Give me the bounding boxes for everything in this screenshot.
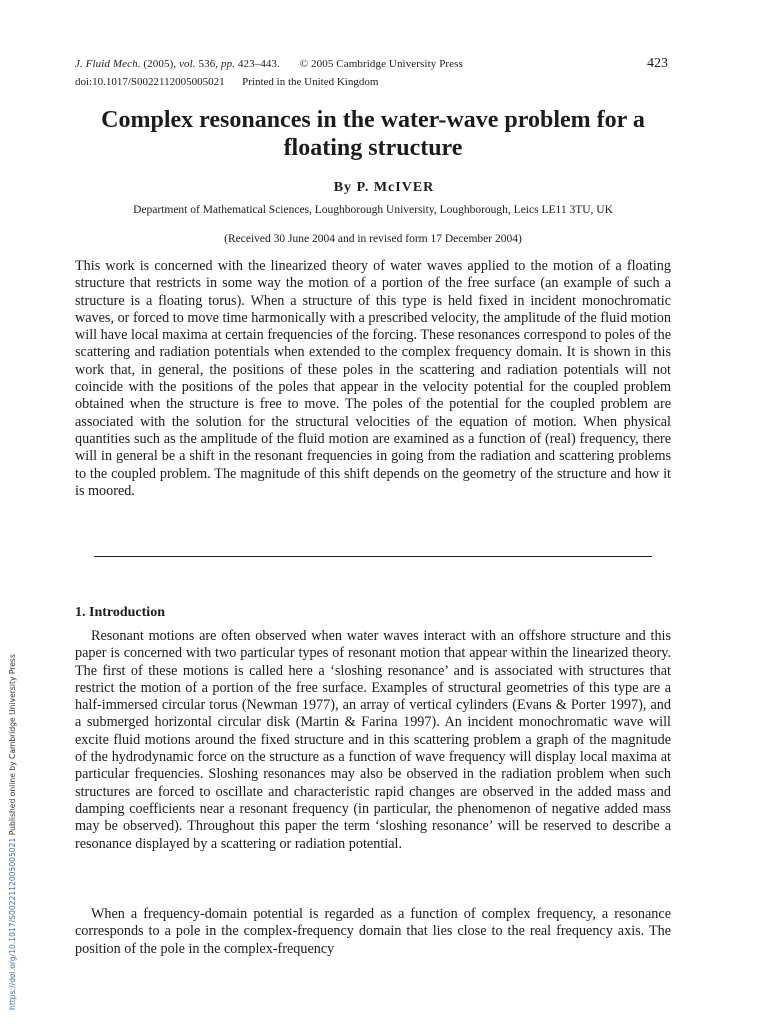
author-by: By — [333, 180, 353, 195]
volume-label: vol. — [179, 58, 196, 70]
abstract: This work is concerned with the linearized theory of water waves applied to the motion of a floating structure that restricts in some way the motion of a portion of the free surface (an example of such a structure is a floating torus). When a structure of this type is held fixed in incident monochromatic waves, or forced to move time harmonically with a prescribed velocity, the amplitude of the fluid motion will have local maxima at certain frequencies of the forcing. These resonances correspond to poles of the scattering and radiation potentials when extended to the complex frequency domain. It is shown in this work that, in general, the positions of these poles in the scattering and radiation potentials will not coincide with the positions of the poles that appear in the velocity potential for the coupled problem obtained when the structure is free to move. The poles of the potential for the coupled problem are associated with the solution for the structural velocities of the equation of motion. When physical quantities such as the amplitude of the fluid motion are examined as a function of (real) frequency, there will in general be a shift in the resonant frequencies in going from the radiation and scattering problems to the coupled problem. The magnitude of this shift depends on the geometry of the structure and how it is moored. — [75, 258, 671, 499]
journal-name: J. Fluid Mech. — [75, 58, 141, 70]
page-range: 423–443. — [237, 58, 280, 70]
section-title: Introduction — [89, 605, 165, 620]
journal-year: (2005), — [143, 58, 177, 70]
doi: doi:10.1017/S0022112005005021 — [75, 76, 225, 88]
printed-in: Printed in the United Kingdom — [242, 76, 379, 88]
paper-title: Complex resonances in the water-wave problem for a floating structure — [101, 107, 645, 161]
pages-label: pp. — [221, 58, 236, 70]
received-dates: (Received 30 June 2004 and in revised form 17 December 2004) — [224, 233, 522, 245]
section-heading — [75, 605, 165, 621]
intro-paragraph-2: When a frequency-domain potential is regarded as a function of complex frequency, a resonance corresponds to a pole in the complex-frequency domain that lies close to the real frequency axis. The position of the pole in the complex-frequency — [75, 906, 671, 957]
author-line — [0, 180, 768, 196]
author-name: P. McIVER — [356, 180, 435, 195]
affiliation: Department of Mathematical Sciences, Loughborough University, Loughborough, Leics LE11 3TU, UK — [133, 204, 613, 216]
section-number: 1. — [75, 605, 86, 620]
journal-citation — [75, 58, 463, 70]
copyright-notice: © 2005 Cambridge University Press — [299, 58, 463, 70]
volume-number: 536, — [198, 58, 219, 70]
doi-link[interactable]: https://doi.org/10.1017/S0022112005005021 — [8, 837, 17, 1010]
abstract-divider — [94, 556, 652, 557]
doi-line — [75, 76, 378, 88]
page-number: 423 — [647, 56, 668, 71]
side-watermark — [8, 654, 17, 1010]
published-online-note: Published online by Cambridge University Press — [8, 654, 17, 836]
intro-paragraph-1: Resonant motions are often observed when water waves interact with an offshore structure and this paper is concerned with two particular types of resonant motion that appear within the linearized theory. The first of these motions is called here a ‘sloshing resonance’ and is associated with structures that restrict the motion of a portion of the free surface. Examples of structural geometries of this type are a half-immersed circular torus (Newman 1977), an array of vertical cylinders (Evans & Porter 1997), and a submerged horizontal circular disk (Martin & Farina 1997). An incident monochromatic wave will excite fluid motions around the fixed structure and in this scattering problem a graph of the magnitude of the hydrodynamic force on the structure as a function of wave frequency will display local maxima at particular frequencies. Sloshing resonances may also be observed in the radiation problem when such structures are forced to oscillate and characteristic rapid changes are observed in the added mass and damping coefficients near a resonant frequency (in particular, the phenomenon of negative added mass may be observed). Throughout this paper the term ‘sloshing resonance’ will be reserved to describe a resonance displayed by a scattering or radiation potential. — [75, 628, 671, 852]
